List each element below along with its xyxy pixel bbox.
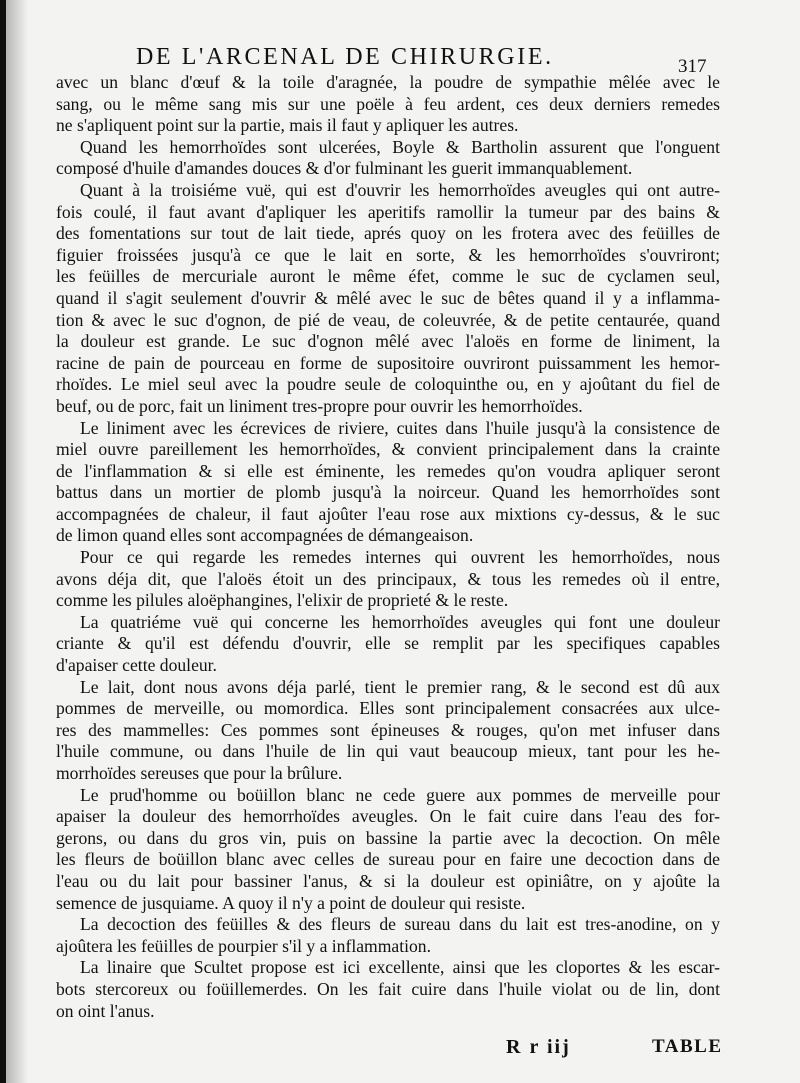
paragraph — [56, 914, 720, 957]
text-line: la douleur est grande. Le suc d'ognon mêlé avec l'aloës en forme de liniment, la — [56, 331, 720, 352]
text-line: les fleurs de boüillon blanc avec celles de sureau pour en faire une decoction dans de — [56, 849, 720, 870]
text-line: apaiser la douleur des hemorrhoïdes aveugles. On le fait cuire dans l'eau des for- — [56, 806, 720, 827]
running-head: DE L'ARCENAL DE CHIRURGIE. — [136, 44, 554, 70]
catchword: TABLE — [652, 1036, 723, 1057]
paragraph — [56, 677, 720, 785]
text-line: bots stercoreux ou foüillemerdes. On les fait cuire dans l'huile violat ou de lin, dont — [56, 978, 720, 999]
paragraph — [56, 180, 720, 418]
text-line: gerons, ou dans du gros vin, puis on bassine la partie avec la decoction. On mêle — [56, 827, 720, 848]
text-line: criante & qu'il est défendu d'ouvrir, elle se remplit par les specifiques capables — [56, 633, 720, 654]
text-line: beuf, ou de porc, fait un liniment tres-propre pour ouvrir les hemorrhoïdes. — [56, 395, 583, 416]
text-line: res des mammelles: Ces pommes sont épineuses & rouges, qu'on met infuser dans — [56, 719, 720, 740]
text-line: ajoûtera les feüilles de pourpier s'il y a inflammation. — [56, 935, 431, 956]
text-line: figuier froissées jusqu'à ce que le lait en sorte, & les hemorrhoïdes s'ouvriront; — [56, 244, 720, 265]
text-line: les feüilles de mercuriale auront le même éfet, comme le suc de cyclamen seul, — [56, 266, 720, 287]
text-line: ne s'apliquent point sur la partie, mais il faut y apliquer les autres. — [56, 115, 519, 136]
text-line: comme les pilules aloëphangines, l'elixir de proprieté & le reste. — [56, 590, 509, 611]
signature-mark: R r iij — [506, 1036, 571, 1058]
text-line: on oint l'anus. — [56, 1000, 155, 1021]
text-line: battus dans un mortier de plomb jusqu'à la noirceur. Quand les hemorrhoïdes sont — [56, 482, 720, 503]
text-line: Pour ce qui regarde les remedes internes qui ouvrent les hemorrhoïdes, nous — [80, 547, 720, 568]
text-line: d'apaiser cette douleur. — [56, 655, 217, 676]
text-line: miel ouvre pareillement les hemorrhoïdes, & convient principalement dans la crainte — [56, 439, 720, 460]
paragraph — [56, 612, 720, 677]
paragraph — [56, 547, 720, 612]
paragraph — [56, 957, 720, 1022]
paragraph — [56, 418, 720, 548]
paragraph — [56, 137, 720, 180]
text-line: racine de pain de pourceau en forme de supositoire ouvriront puissamment les hemor- — [56, 352, 720, 373]
text-line: l'huile commune, ou dans l'huile de lin qui vaut beaucoup mieux, tant pour les he- — [56, 741, 720, 762]
text-line: tion & avec le suc d'ognon, de pié de veau, de coleuvrée, & de petite centaurée, quand — [56, 309, 720, 330]
body-text — [56, 72, 720, 1022]
page-number: 317 — [678, 56, 707, 77]
text-line: La linaire que Scultet propose est ici excellente, ainsi que les cloportes & les escar- — [80, 957, 720, 978]
text-line: morrhoïdes sereuses que pour la brûlure. — [56, 763, 343, 783]
paragraph — [56, 72, 720, 137]
text-line: de l'inflammation & si elle est éminente, les remedes qu'on voudra apliquer seront — [56, 460, 720, 481]
text-line: pommes de merveille, ou momordica. Elles sont principalement consacrées aux ulce- — [56, 698, 720, 719]
text-line: composé d'huile d'amandes douces & d'or fulminant les guerit immanquablement. — [56, 158, 633, 179]
text-line: Le liniment avec les écrevices de riviere, cuites dans l'huile jusqu'à la consistence de — [80, 417, 720, 438]
text-line: accompagnées de chaleur, il faut ajoûter l'eau rose aux mixtions cy-dessus, & le suc — [56, 503, 720, 524]
text-line: La decoction des feüilles & des fleurs de sureau dans du lait est tres-anodine, on y — [80, 914, 720, 935]
text-line: des fomentations sur tout de lait tiede, aprés quoy on les frotera avec des feüilles de — [56, 223, 720, 244]
text-line: La quatriéme vuë qui concerne les hemorrhoïdes aveugles qui font une douleur — [80, 611, 720, 632]
spine-shadow — [6, 0, 28, 1083]
text-line: Le lait, dont nous avons déja parlé, tient le premier rang, & le second est dû aux — [80, 676, 720, 697]
text-line: Le prud'homme ou boüillon blanc ne cede guere aux pommes de merveille pour — [80, 784, 720, 805]
text-line: quand il s'agit seulement d'ouvrir & mêlé avec le suc de bêtes quand il y a inflamma- — [56, 287, 720, 308]
text-line: l'eau ou du lait pour bassiner l'anus, & si la douleur est opiniâtre, on y ajoûte la — [56, 870, 720, 891]
text-line: de limon quand elles sont accompagnées de démangeaison. — [56, 525, 474, 546]
text-line: avec un blanc d'œuf & la toile d'aragnée, la poudre de sympathie mêlée avec le — [56, 72, 720, 92]
paragraph — [56, 785, 720, 915]
text-line: semence de jusquiame. A quoy il n'y a point de douleur qui resiste. — [56, 892, 526, 913]
text-line: Quand les hemorrhoïdes sont ulcerées, Boyle & Bartholin assurent que l'onguent — [80, 136, 720, 157]
text-line: fois coulé, il faut avant d'apliquer les aperitifs ramollir la tumeur par des bains & — [56, 201, 720, 222]
text-line: avons déja dit, que l'aloës étoit un des principaux, & tous les remedes où il entre, — [56, 568, 720, 589]
text-line: sang, ou le même sang mis sur une poële à feu ardent, ces deux derniers remedes — [56, 93, 720, 114]
text-line: rhoïdes. Le miel seul avec la poudre seule de coloquinthe ou, en y ajoûtant du fiel de — [56, 374, 720, 395]
text-line: Quant à la troisiéme vuë, qui est d'ouvrir les hemorrhoïdes aveugles qui ont autre- — [80, 179, 720, 200]
